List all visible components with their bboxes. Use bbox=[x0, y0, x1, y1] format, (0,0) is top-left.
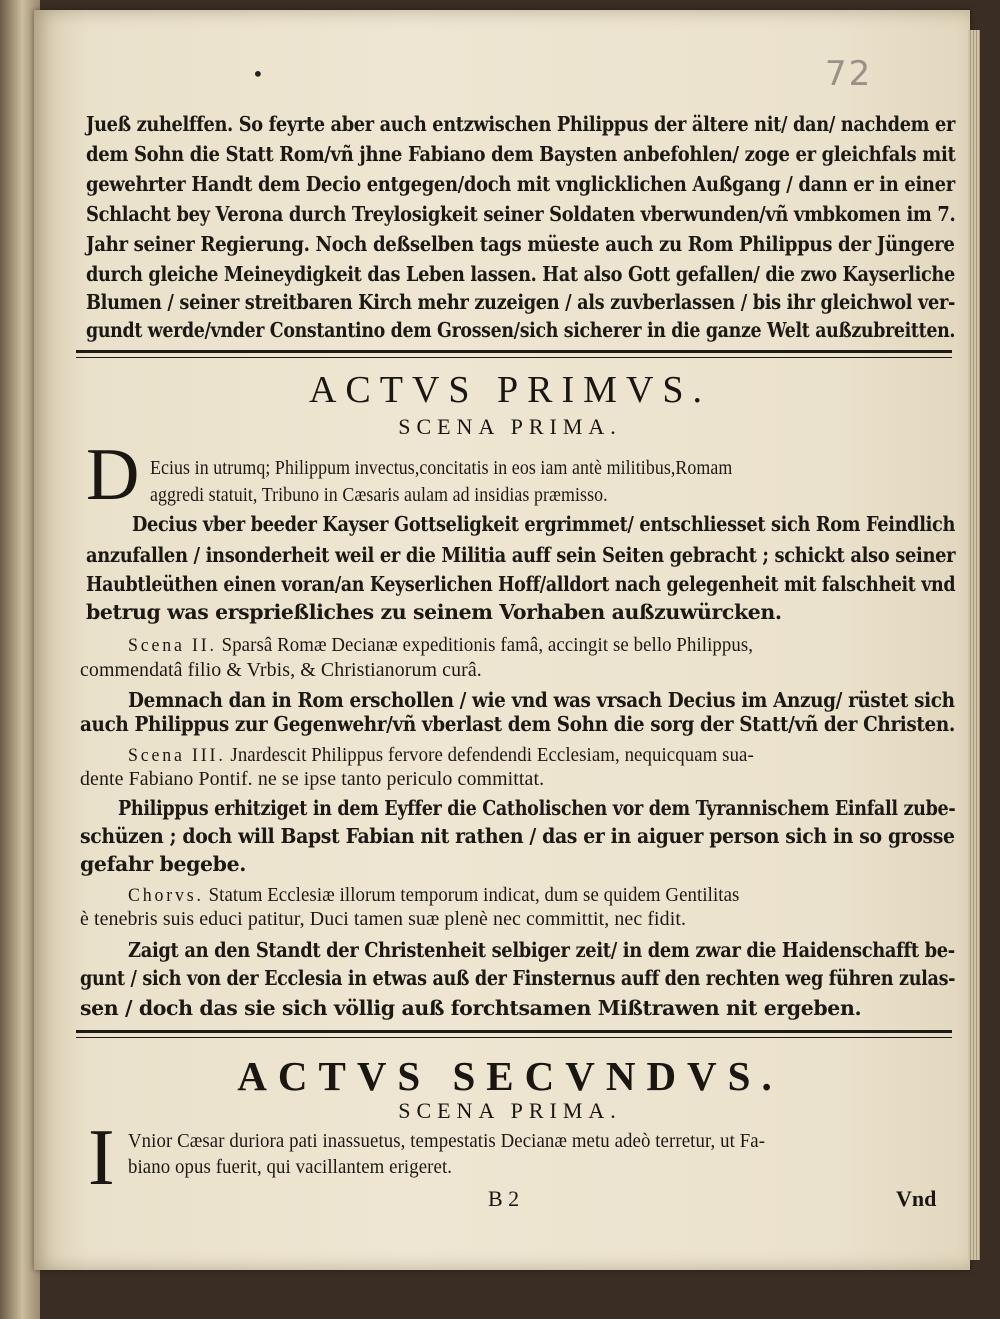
ink-dot: • bbox=[252, 62, 264, 86]
intro-line: gundt werde/vnder Constantino dem Grossen/sich sicherer in die ganze Welt außzubreitten. bbox=[86, 318, 956, 342]
act1-latin-line: Ecius in utrumq; Philippum invectus,concitatis in eos iam antè militibus,Romam bbox=[150, 458, 733, 479]
act1-german-line: Haubtleüthen einen voran/an Keyserlichen Hoff/alldort nach gelegenheit mit falschheit vnd bbox=[86, 572, 956, 596]
scene3-latin-line: dente Fabiano Pontif. ne se ipse tanto periculo committat. bbox=[80, 768, 545, 790]
scene3-latin-text: Jnardescit Philippus fervore defendendi Ecclesiam, nequicquam sua- bbox=[230, 744, 754, 766]
chorus-german-line: gunt / sich von der Ecclesia in etwas auß der Finsternus auff den rechten weg führen zulas- bbox=[80, 966, 956, 990]
act1-german-line: betrug was ersprießliches zu seinem Vorhaben außzuwürcken. bbox=[86, 600, 782, 624]
page-edges bbox=[968, 30, 980, 1260]
scene2-latin-line bbox=[128, 634, 955, 657]
intro-line: durch gleiche Meineydigkeit das Leben lassen. Hat also Gott gefallen/ die zwo Kayserliche bbox=[86, 262, 955, 286]
scene3-german-line: gefahr begebe. bbox=[80, 852, 246, 876]
act2-scene-title: SCENA PRIMA. bbox=[398, 1098, 622, 1123]
catchword: Vnd bbox=[896, 1186, 937, 1211]
act2-latin-line: Vnior Cæsar duriora pati inassuetus, tempestatis Decianæ metu adeò terretur, ut Fa- bbox=[128, 1130, 766, 1152]
act2-title: ACTVS SECVNDVS. bbox=[237, 1053, 783, 1099]
act1-scene-title: SCENA PRIMA. bbox=[398, 414, 622, 439]
act1-german-line: Decius vber beeder Kayser Gottseligkeit ergrimmet/ entschliesset sich Rom Feindlich bbox=[132, 512, 956, 536]
drop-cap-i: I bbox=[88, 1114, 115, 1202]
scene2-latin-text: Sparsâ Romæ Decianæ expeditionis famâ, accingit se bello Philippus, bbox=[221, 634, 754, 656]
intro-line: Schlacht bey Verona durch Treylosigkeit seiner Soldaten vberwunden/vñ vmbkomen im 7. bbox=[86, 202, 956, 226]
intro-line: dem Sohn die Statt Rom/vñ jhne Fabiano dem Baysten anbefohlen/ zoge er gleichfals mit bbox=[86, 142, 956, 166]
act2-latin-line: biano opus fuerit, qui vacillantem erigeret. bbox=[128, 1156, 453, 1178]
chorus-latin-line: è tenebris suis educi patitur, Duci tamen suæ plenè nec committit, nec fidit. bbox=[80, 908, 687, 930]
act1-latin-line: aggredi statuit, Tribuno in Cæsaris aulam ad insidias præmisso. bbox=[150, 485, 608, 506]
scene3-label: Scena III. bbox=[128, 745, 226, 766]
chorus-german-line: sen / doch das sie sich völlig auß forchtsamen Mißtrawen nit ergeben. bbox=[80, 996, 862, 1020]
scene3-german-line: Philippus erhitziget in dem Eyffer die Catholischen vor dem Tyrannischem Einfall zube- bbox=[118, 796, 956, 820]
scene2-label: Scena II. bbox=[128, 635, 217, 656]
act1-title: ACTVS PRIMVS. bbox=[308, 369, 712, 411]
divider-rule bbox=[76, 350, 952, 358]
chorus-german-line: Zaigt an den Standt der Christenheit selbiger zeit/ in dem zwar die Haidenschafft be- bbox=[128, 938, 955, 962]
folio-mark: 72 bbox=[825, 54, 873, 94]
intro-line: gewehrter Handt dem Decio entgegen/doch mit vnglicklichen Außgang / dann er in einer bbox=[86, 172, 955, 196]
chorus-label: Chorvs. bbox=[128, 885, 204, 906]
scene2-german-line: auch Philippus zur Gegenwehr/vñ vberlast dem Sohn die sorg der Statt/vñ der Christen. bbox=[80, 712, 955, 736]
scene2-german-line: Demnach dan in Rom erschollen / wie vnd was vrsach Decius im Anzug/ rüstet sich bbox=[128, 688, 955, 712]
chorus-latin-text: Statum Ecclesiæ illorum temporum indicat, dum se quidem Gentilitas bbox=[208, 884, 740, 906]
scene3-latin-line bbox=[128, 744, 955, 767]
intro-line: Jahr seiner Regierung. Noch deßselben tags müeste auch zu Rom Philippus der Jüngere bbox=[86, 232, 955, 256]
scene3-german-line: schüzen ; doch will Bapst Fabian nit rathen / das er in aiguer person sich in so grosse bbox=[80, 824, 955, 848]
intro-line: Blumen / seiner streitbaren Kirch mehr zuzeigen / als zuvberlassen / bis ihr gleichwol ver- bbox=[86, 290, 955, 314]
scene2-latin-line: commendatâ filio & Vrbis, & Christianorum curâ. bbox=[80, 659, 482, 681]
chorus-latin-line bbox=[128, 884, 955, 907]
intro-line: Jueß zuhelffen. So feyrte aber auch entzwischen Philippus der ältere nit/ dan/ nachdem er bbox=[86, 112, 955, 136]
signature-mark: B 2 bbox=[488, 1186, 520, 1211]
divider-rule bbox=[76, 1030, 952, 1038]
drop-cap-d: D bbox=[86, 434, 140, 516]
act1-german-line: anzufallen / insonderheit weil er die Militia auff sein Seiten gebracht ; schickt also seiner bbox=[86, 543, 956, 567]
